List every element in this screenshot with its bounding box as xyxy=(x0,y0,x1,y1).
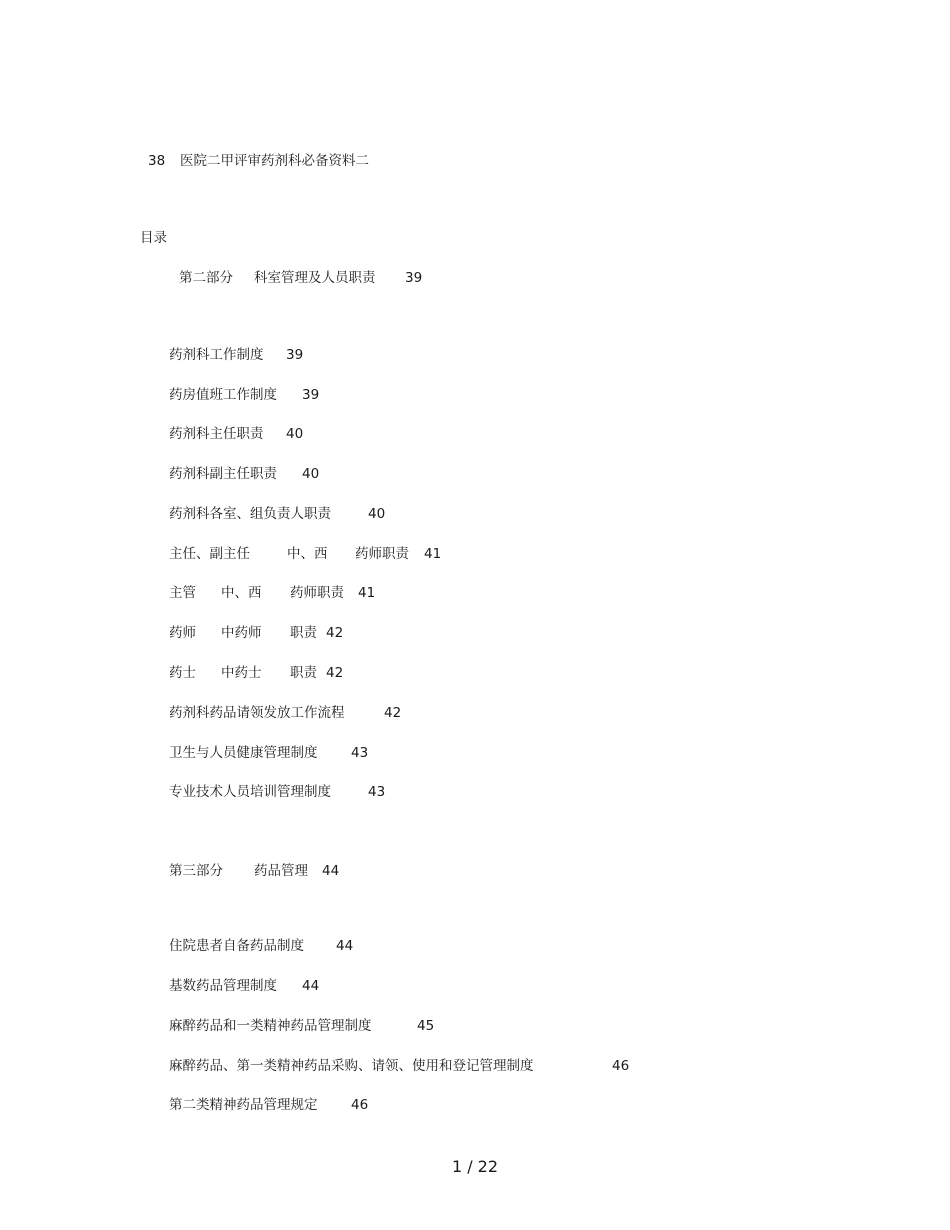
toc-entry-page: 44 xyxy=(302,978,320,994)
doc-title-number: 38 xyxy=(148,153,166,169)
toc-entry-page: 42 xyxy=(384,705,402,721)
toc-entry-title-part: 药师职责 xyxy=(290,585,344,601)
toc-entry-title: 麻醉药品、第一类精神药品采购、请领、使用和登记管理制度 xyxy=(169,1058,534,1074)
toc-entry-title: 药剂科工作制度 xyxy=(169,347,264,363)
toc-entry-page: 40 xyxy=(286,426,304,442)
toc-entry-title: 药士 xyxy=(169,665,196,681)
toc-entry-page: 43 xyxy=(351,745,369,761)
section-title: 科室管理及人员职责 xyxy=(254,270,376,286)
toc-entry-page: 39 xyxy=(302,387,320,403)
toc-entry-title: 药剂科药品请领发放工作流程 xyxy=(169,705,345,721)
toc-entry-title: 药房值班工作制度 xyxy=(169,387,277,403)
section-page-number: 44 xyxy=(322,863,340,879)
section-part-label: 第二部分 xyxy=(179,270,233,286)
toc-entry-title: 药剂科各室、组负责人职责 xyxy=(169,506,331,522)
toc-entry-title: 主任、副主任 xyxy=(169,546,250,562)
toc-entry-page: 41 xyxy=(424,546,442,562)
section-page-number: 39 xyxy=(405,270,423,286)
toc-entry-page: 39 xyxy=(286,347,304,363)
section-part-label: 第三部分 xyxy=(169,863,223,879)
toc-entry-page: 44 xyxy=(336,938,354,954)
toc-entry-title: 住院患者自备药品制度 xyxy=(169,938,304,954)
section-title: 药品管理 xyxy=(254,863,308,879)
toc-entry-title: 第二类精神药品管理规定 xyxy=(169,1097,318,1113)
toc-entry-title: 药剂科主任职责 xyxy=(169,426,264,442)
doc-title: 医院二甲评审药剂科必备资料二 xyxy=(180,153,369,169)
toc-entry-title: 卫生与人员健康管理制度 xyxy=(169,745,318,761)
toc-entry-title-part: 职责 xyxy=(290,625,317,641)
toc-entry-title-part: 中药士 xyxy=(221,665,262,681)
toc-entry-title-part: 中药师 xyxy=(221,625,262,641)
toc-entry-page: 41 xyxy=(358,585,376,601)
toc-label: 目录 xyxy=(140,230,167,246)
toc-entry-page: 42 xyxy=(326,665,344,681)
toc-entry-title: 药剂科副主任职责 xyxy=(169,466,277,482)
toc-entry-page: 40 xyxy=(302,466,320,482)
toc-entry-title: 主管 xyxy=(169,585,196,601)
toc-entry-title: 麻醉药品和一类精神药品管理制度 xyxy=(169,1018,372,1034)
toc-entry-page: 46 xyxy=(351,1097,369,1113)
toc-entry-title-part: 药师职责 xyxy=(355,546,409,562)
toc-entry-page: 40 xyxy=(368,506,386,522)
toc-entry-title: 基数药品管理制度 xyxy=(169,978,277,994)
toc-entry-page: 43 xyxy=(368,784,386,800)
toc-entry-title-part: 中、西 xyxy=(221,585,262,601)
toc-entry-title: 药师 xyxy=(169,625,196,641)
toc-entry-title-part: 职责 xyxy=(290,665,317,681)
toc-entry-page: 46 xyxy=(612,1058,630,1074)
toc-entry-title-part: 中、西 xyxy=(287,546,328,562)
toc-entry-page: 45 xyxy=(417,1018,435,1034)
toc-entry-page: 42 xyxy=(326,625,344,641)
toc-entry-title: 专业技术人员培训管理制度 xyxy=(169,784,331,800)
page-indicator: 1 / 22 xyxy=(451,1157,499,1176)
